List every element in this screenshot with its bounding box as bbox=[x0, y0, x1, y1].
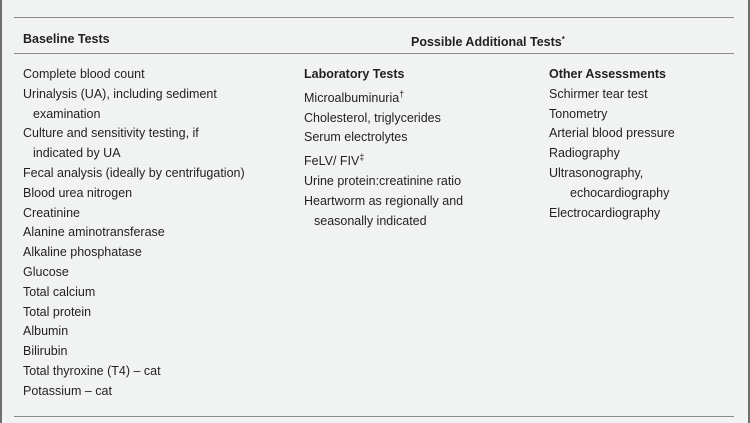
list-item: Total thyroxine (T4) – cat bbox=[23, 363, 161, 378]
other-assessments-header: Other Assessments bbox=[549, 67, 666, 81]
list-item: Tonometry bbox=[549, 106, 608, 121]
baseline-tests-header: Baseline Tests bbox=[23, 32, 110, 46]
list-item: examination bbox=[33, 106, 101, 121]
list-item: Radiography bbox=[549, 146, 620, 161]
additional-tests-header-text: Possible Additional Tests bbox=[411, 35, 562, 49]
list-item-text: FeLV/ FIV bbox=[304, 154, 360, 169]
list-item: Heartworm as regionally and bbox=[304, 193, 464, 208]
list-item: Creatinine bbox=[23, 205, 80, 220]
list-item: Culture and sensitivity testing, if bbox=[23, 126, 199, 141]
list-item: Albumin bbox=[23, 324, 69, 339]
list-item: Fecal analysis (ideally by centrifugation) bbox=[23, 165, 245, 180]
list-item: Potassium – cat bbox=[23, 383, 112, 398]
list-item: echocardiography bbox=[570, 185, 670, 200]
list-item: Glucose bbox=[23, 264, 69, 279]
list-item: Ultrasonography, bbox=[549, 165, 644, 180]
list-item: Alkaline phosphatase bbox=[23, 245, 142, 260]
list-item bbox=[304, 85, 534, 109]
list-item: indicated by UA bbox=[33, 146, 121, 161]
additional-tests-header bbox=[411, 32, 565, 50]
list-item: seasonally indicated bbox=[314, 213, 427, 228]
double-dagger-mark: ‡ bbox=[359, 152, 365, 163]
list-item: Total calcium bbox=[23, 284, 96, 299]
list-item: Serum electrolytes bbox=[304, 130, 408, 145]
list-item: Cholesterol, triglycerides bbox=[304, 110, 441, 125]
list-item bbox=[304, 148, 534, 172]
bottom-rule bbox=[14, 416, 734, 417]
laboratory-tests-column bbox=[304, 65, 534, 231]
list-item: Urinalysis (UA), including sediment bbox=[23, 86, 217, 101]
list-item: Electrocardiography bbox=[549, 205, 661, 220]
list-item: Complete blood count bbox=[23, 67, 145, 81]
left-border bbox=[0, 0, 2, 423]
dagger-mark: † bbox=[399, 88, 405, 99]
list-item: Total protein bbox=[23, 304, 92, 319]
list-item: Bilirubin bbox=[23, 344, 68, 359]
list-item-text: Microalbuminuria bbox=[304, 90, 400, 105]
list-item: Arterial blood pressure bbox=[549, 126, 675, 141]
other-assessments-column bbox=[549, 65, 739, 223]
list-item: Alanine aminotransferase bbox=[23, 225, 165, 240]
list-item: Schirmer tear test bbox=[549, 86, 648, 101]
header-rule bbox=[14, 53, 734, 54]
list-item: Urine protein:creatinine ratio bbox=[304, 173, 462, 188]
baseline-tests-column bbox=[23, 65, 293, 402]
top-rule bbox=[14, 17, 734, 18]
list-item: Blood urea nitrogen bbox=[23, 185, 133, 200]
asterisk-mark: * bbox=[561, 35, 565, 44]
laboratory-tests-header: Laboratory Tests bbox=[304, 67, 405, 81]
